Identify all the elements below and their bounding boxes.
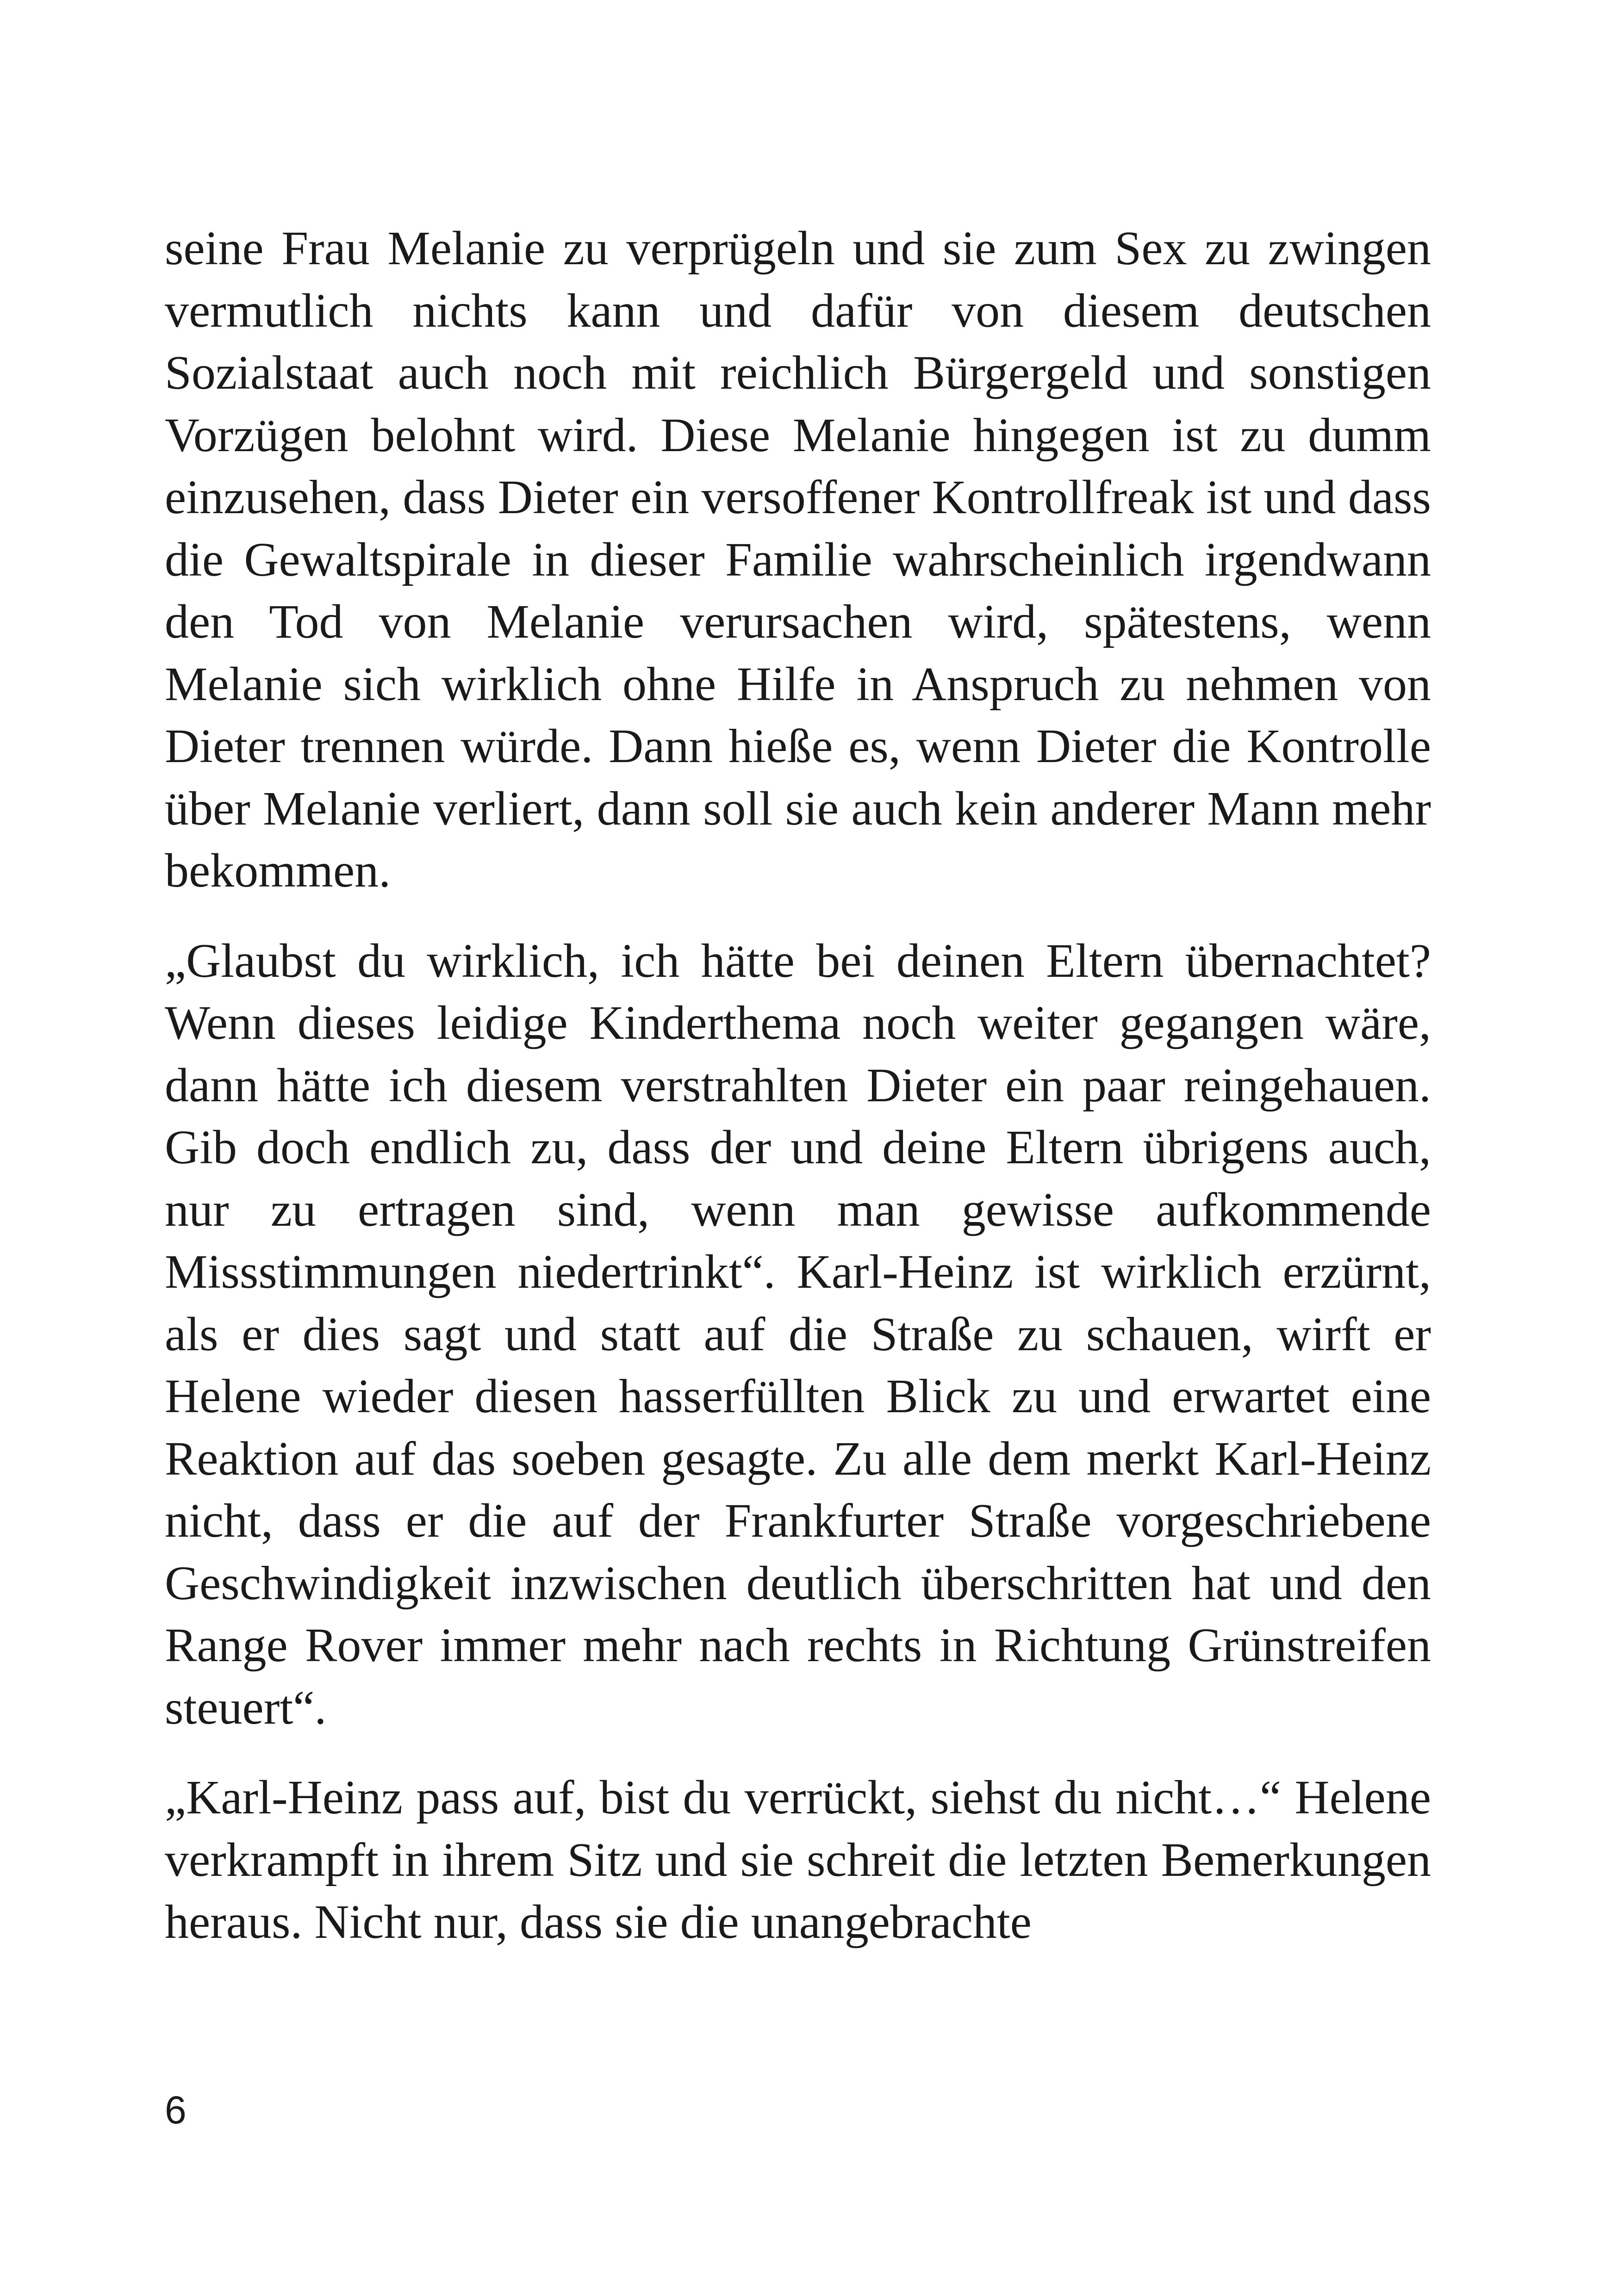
body-text xyxy=(165,217,1431,1954)
page-number: 6 xyxy=(165,2088,187,2132)
paragraph-2: „Glaubst du wirklich, ich hätte bei deinen Eltern übernachtet? Wenn dieses leidige Kinderthema noch weiter gegangen wäre, dann hätte ich diesem verstrahlten Dieter ein paar reingehauen. Gib doch endlich zu, dass der und deine Eltern übrigens auch, nur zu ertragen sind, wenn man gewisse aufkommende Missstimmungen niedertrinkt“. Karl-Heinz ist wirklich erzürnt, als er dies sagt und statt auf die Straße zu schauen, wirft er Helene wieder diesen hasserfüllten Blick zu und erwartet eine Reaktion auf das soeben gesagte. Zu alle dem merkt Karl-Heinz nicht, dass er die auf der Frankfurter Straße vorgeschriebene Geschwindigkeit inzwischen deutlich überschritten hat und den Range Rover immer mehr nach rechts in Richtung Grünstreifen steuert“. xyxy=(165,934,1431,1734)
paragraph-3: „Karl-Heinz pass auf, bist du verrückt, siehst du nicht…“ Helene verkrampft in ihrem Sitz und sie schreit die letzten Bemerkungen heraus. Nicht nur, dass sie die unangebrachte xyxy=(165,1771,1431,1948)
paragraph-1: seine Frau Melanie zu verprügeln und sie zum Sex zu zwingen vermutlich nichts kann und dafür von diesem deutschen Sozialstaat auch noch mit reichlich Bürgergeld und sonstigen Vorzügen belohnt wird. Diese Melanie hingegen ist zu dumm einzusehen, dass Dieter ein versoffener Kontrollfreak ist und dass die Gewaltspirale in dieser Familie wahrscheinlich irgendwann den Tod von Melanie verursachen wird, spätestens, wenn Melanie sich wirklich ohne Hilfe in Anspruch zu nehmen von Dieter trennen würde. Dann hieße es, wenn Dieter die Kontrolle über Melanie verliert, dann soll sie auch kein anderer Mann mehr bekommen. xyxy=(165,222,1431,897)
